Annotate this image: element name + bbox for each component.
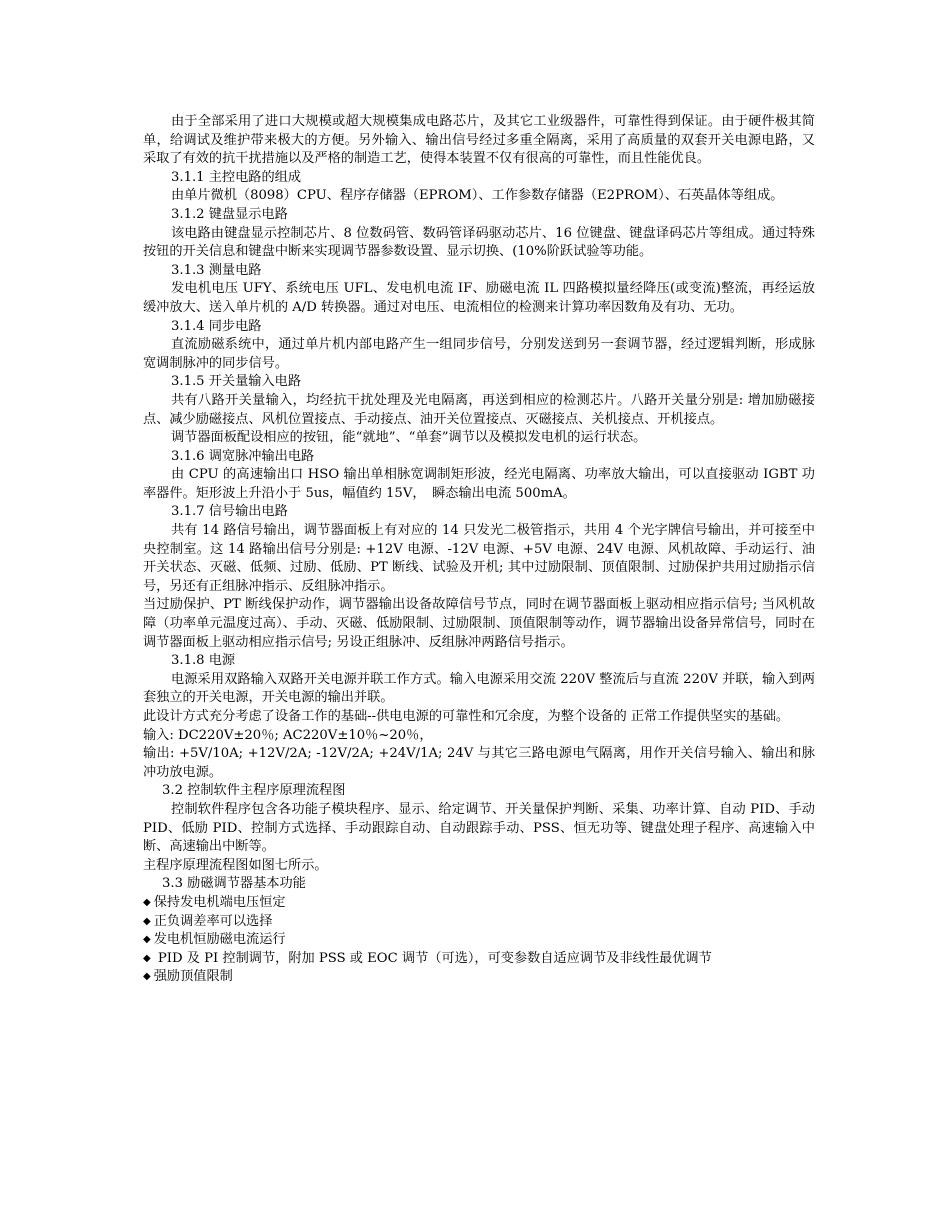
paragraph: 该电路由键盘显示控制芯片、8 位数码管、数码管译码驱动芯片、16 位键盘、键盘译码芯片等组成。通过特殊按钮的开关信息和键盘中断来实现调节器参数设置、显示切换、(10%阶跃试验等功能。 — [143, 225, 815, 260]
paragraph: 输出: +5V/10A; +12V/2A; -12V/2A; +24V/1A; 24V 与其它三路电源电气隔离，用作开关信号输入、输出和脉冲功放电源。 — [143, 746, 815, 780]
section-heading: 3.1.5 开关量输入电路 — [171, 374, 302, 390]
paragraph: 输入: DC220V±20％; AC220V±10％~20％， — [143, 727, 433, 743]
paragraph: 由单片微机（8098）CPU、程序存储器（EPROM）、工作参数存储器（E2PROM）、石英晶体等组成。 — [171, 188, 784, 204]
paragraph: 由 CPU 的高速输出口 HSO 输出单相脉宽调制矩形波，经光电隔离、功率放大输出，可以直接驱动 IGBT 功率器件。矩形波上升沿小于 5us，幅值约 15V， 瞬态输出电流 500mA。 — [143, 467, 815, 501]
paragraph: 直流励磁系统中，通过单片机内部电路产生一组同步信号，分别发送到另一套调节器，经过逻辑判断，形成脉宽调制脉冲的同步信号。 — [143, 337, 815, 371]
bullet-item: ◆ PID 及 PI 控制调节，附加 PSS 或 EOC 调节（可选），可变参数自适应调节及非线性最优调节 — [143, 950, 815, 969]
paragraph: 主程序原理流程图如图七所示。 — [143, 857, 328, 873]
paragraph: 共有 14 路信号输出，调节器面板上有对应的 14 只发光二极管指示，共用 4 个光字牌信号输出，并可接至中央控制室。这 14 路输出信号分别是: +12V 电源、-12V 电源、+5V 电源、24V 电源、风机故障、手动运行、油开关状态、灭磁、低频、过励、低励、PT 断线、试验及开机; 其中过励限制、顶值限制、过励保护共用过励指示信号，另还有正组脉冲指示、反组脉冲指示。 — [143, 523, 815, 594]
bullet-item: ◆ 发电机恒励磁电流运行 — [143, 931, 815, 950]
section-heading: 3.1.4 同步电路 — [171, 318, 262, 334]
paragraph: 由于全部采用了进口大规模或超大规模集成电路芯片，及其它工业级器件，可靠性得到保证。由于硬件极其简单，给调试及维护带来极大的方便。另外输入、输出信号经过多重全隔离，采用了高质量的双套开关电源电路，又采取了有效的抗干扰措施以及严格的制造工艺，使得本装置不仅有很高的可靠性，而且性能优良。 — [143, 114, 815, 167]
bullet-item: ◆ 保持发电机端电压恒定 — [143, 894, 815, 913]
document-body — [143, 113, 815, 987]
section-heading: 3.2 控制软件主程序原理流程图 — [162, 783, 346, 799]
paragraph: 共有八路开关量输入，均经抗干扰处理及光电隔离，再送到相应的检测芯片。八路开关量分别是: 增加励磁接点、减少励磁接点、风机位置接点、手动接点、油开关位置接点、灭磁接点、关机接点、开机接点。 — [143, 392, 815, 427]
section-heading: 3.1.6 调宽脉冲输出电路 — [171, 448, 315, 464]
paragraph: 调节器面板配设相应的按钮，能“就地”、“单套”调节以及模拟发电机的运行状态。 — [171, 430, 647, 446]
paragraph: 发电机电压 UFY、系统电压 UFL、发电机电流 IF、励磁电流 IL 四路模拟量经降压(或变流)整流，再经运放缓冲放大、送入单片机的 A/D 转换器。通过对电压、电流相位的检测来计算功率因数角及有功、无功。 — [143, 281, 815, 315]
paragraph: 电源采用双路输入双路开关电源并联工作方式。输入电源采用交流 220V 整流后与直流 220V 并联，输入到两套独立的开关电源，开关电源的输出并联。 — [143, 671, 815, 706]
section-heading: 3.1.3 测量电路 — [171, 262, 262, 278]
section-heading: 3.1.8 电源 — [171, 653, 236, 669]
paragraph: 此设计方式充分考虑了设备工作的基础--供电电源的可靠性和冗余度，为整个设备的 正常工作提供坚实的基础。 — [143, 709, 790, 724]
paragraph: 控制软件程序包含各功能子模块程序、显示、给定调节、开关量保护判断、采集、功率计算、自动 PID、手动 PID、低励 PID、控制方式选择、手动跟踪自动、自动跟踪手动、PSS、恒无功等、键盘处理子程序、高速输入中断、高速输出中断等。 — [143, 801, 815, 855]
paragraph: 当过励保护、PT 断线保护动作，调节器输出设备故障信号节点，同时在调节器面板上驱动相应指示信号; 当风机故障（功率单元温度过高）、手动、灭磁、低励限制、过励限制、顶值限制等动作，调节器输出设备异常信号，同时在调节器面板上驱动相应指示信号; 另设正组脉冲、反组脉冲两路信号指示。 — [143, 597, 815, 650]
section-heading: 3.1.2 键盘显示电路 — [171, 206, 288, 222]
section-heading: 3.3 励磁调节器基本功能 — [162, 876, 306, 892]
bullet-item: ◆ 正负调差率可以选择 — [143, 913, 815, 932]
section-heading: 3.1.7 信号输出电路 — [171, 504, 288, 520]
section-heading: 3.1.1 主控电路的组成 — [171, 169, 302, 185]
bullet-item: ◆ 强励顶值限制 — [143, 968, 815, 987]
